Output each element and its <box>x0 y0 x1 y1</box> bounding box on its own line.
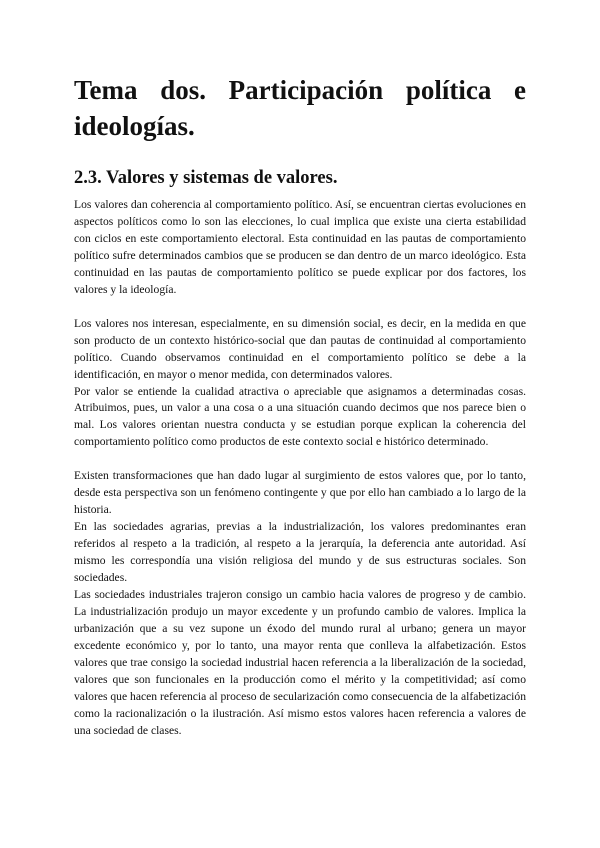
paragraph-spacer <box>74 299 526 316</box>
paragraph-5: En las sociedades agrarias, previas a la industrialización, los valores predominantes eran referidos al respeto a la tradición, al respeto a la jerarquía, la deferencia ante autoridad. Así mismo les correspondía una visión religiosa del mundo y de sus estructuras sociales. Son sociedades. <box>74 520 526 585</box>
section-heading: 2.3. Valores y sistemas de valores. <box>74 168 338 188</box>
paragraph-1: Los valores dan coherencia al comportamiento político. Así, se encuentran ciertas evoluciones en aspectos políticos como lo son las elecciones, lo cual implica que existe una cierta estabilidad con ciclos en este comportamiento electoral. Esta continuidad en las pautas de comportamiento político sufre determinados cambios que se producen se dan dentro de un marco ideológico. Esta continuidad en las pautas de comportamiento político se puede explicar por dos factores, los valores y la ideología. <box>74 198 526 296</box>
paragraph-6: Las sociedades industriales trajeron consigo un cambio hacia valores de progreso y de cambio. La industrialización produjo un mayor excedente y un profundo cambio de valores. Implica la urbanización que a su vez supone un éxodo del mundo rural al urbano; genera un mayor excedente económico y, por lo tanto, una mayor renta que conlleva la alfabetización. Estos valores que trae consigo la sociedad industrial hacen referencia a la liberalización de la sociedad, valores que son funcionales en la producción como el mérito y la competitividad; así como valores que hacen referencia al proceso de secularización como consecuencia de la alfabetización como la racionalización o la ilustración. Así mismo estos valores hacen referencia a valores de una sociedad de clases. <box>74 588 526 737</box>
document-title: Tema dos. Participación política e ideologías. <box>74 75 526 141</box>
paragraph-2: Los valores nos interesan, especialmente, en su dimensión social, es decir, en la medida en que son producto de un contexto histórico-social que dan pautas de continuidad al comportamiento político. Cuando observamos continuidad en el comportamiento político se debe a la identificación, en mayor o menor medida, con determinados valores. <box>74 316 526 381</box>
document-body <box>74 197 526 740</box>
paragraph-4: Existen transformaciones que han dado lugar al surgimiento de estos valores que, por lo tanto, desde esta perspectiva son un fenómeno contingente y que por ello han cambiado a lo largo de la historia. <box>74 469 526 517</box>
paragraph-spacer <box>74 451 526 468</box>
paragraph-3: Por valor se entiende la cualidad atractiva o apreciable que asignamos a determinadas cosas. Atribuimos, pues, un valor a una cosa o a una situación cuando decimos que nos parece bien o mal. Los valores orientan nuestra conducta y se estudian porque explican la coherencia del comportamiento político como productos de este contexto social e histórico determinado. <box>74 384 526 449</box>
